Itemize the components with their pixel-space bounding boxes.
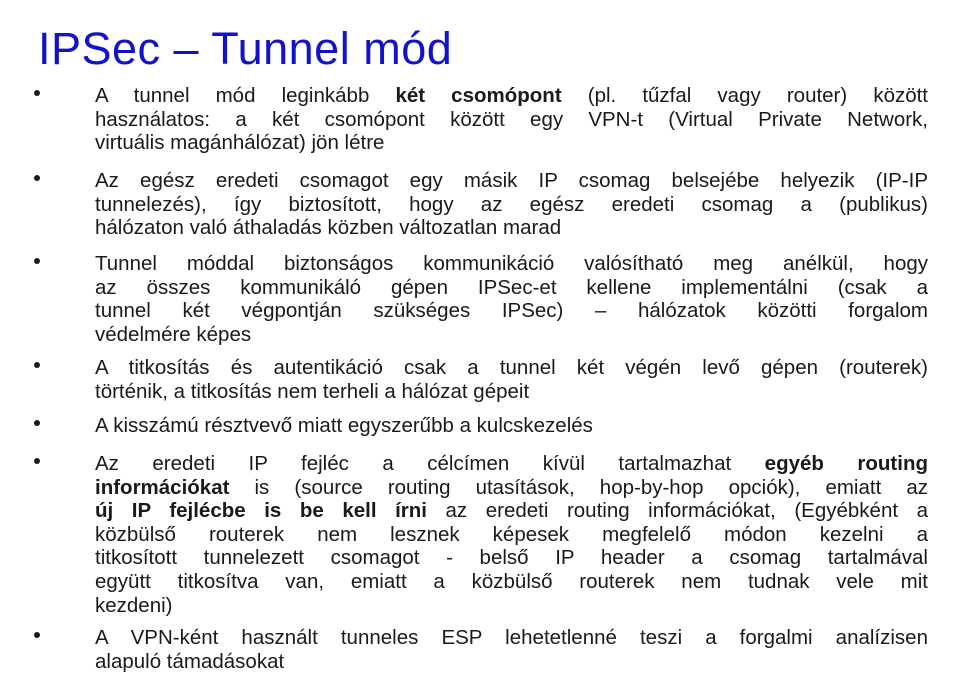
bullet-item	[24, 452, 928, 617]
text-run: Az eredeti IP fejléc a célcímen kívül tartalmazhat	[95, 452, 765, 475]
bullet-line	[95, 414, 928, 438]
text-run: közbülső routerek nem lesznek képesek megfelelő módon kezelni a	[95, 522, 928, 546]
bullet-item	[24, 84, 928, 155]
text-run: is (source routing utasítások, hop-by-hop opciók), emiatt az	[229, 475, 928, 499]
bullet-line	[95, 650, 928, 674]
text-run: Az egész eredeti csomagot egy másik IP csomag belsejébe helyezik (IP-IP	[95, 169, 928, 192]
bullet-item	[24, 626, 928, 673]
slide-title: IPSec – Tunnel mód	[38, 23, 453, 74]
bullet-dot-icon	[24, 169, 95, 240]
text-run: együtt titkosítva van, emiatt a közbülső routerek nem tudnak vele mit	[95, 569, 928, 593]
text-run: hálózaton való áthaladás közben változatlan marad	[95, 216, 562, 240]
bullet-line	[95, 452, 928, 476]
text-run: alapuló támadásokat	[95, 649, 285, 673]
bullet-line	[95, 108, 928, 132]
bullet-text	[95, 84, 928, 155]
bullet-line	[95, 476, 928, 500]
bold-text: információkat	[95, 475, 230, 499]
bullet-line	[95, 356, 928, 380]
text-run: az összes kommunikáló gépen IPSec-et kellene implementálni (csak a	[95, 275, 928, 299]
bullet-line	[95, 499, 928, 523]
text-run: történik, a titkosítás nem terheli a hálózat gépeit	[95, 379, 530, 403]
bullet-line	[95, 594, 928, 618]
text-run: titkosított tunnelezett csomagot - belső IP header a csomag tartalmával	[95, 546, 928, 570]
bullet-item	[24, 252, 928, 346]
text-run: tunnelezés), így biztosított, hogy az egész eredeti csomag a (publikus)	[95, 192, 928, 216]
text-run: A tunnel mód leginkább	[95, 84, 396, 107]
text-run: használatos: a két csomópont között egy VPN-t (Virtual Private Network,	[95, 107, 928, 131]
bullet-line	[95, 84, 928, 108]
bullet-line	[95, 323, 928, 347]
bullet-line	[95, 131, 928, 155]
bullet-line	[95, 216, 928, 240]
text-run: Tunnel móddal biztonságos kommunikáció valósítható meg anélkül, hogy	[95, 252, 928, 275]
text-run: virtuális magánhálózat) jön létre	[95, 131, 385, 155]
bullet-dot-icon	[24, 356, 95, 403]
bold-text: új IP fejlécbe is be kell írni	[95, 499, 427, 523]
bullet-item	[24, 356, 928, 403]
bullet-text	[95, 452, 928, 617]
bold-text: két csomópont	[395, 84, 562, 107]
bullet-text	[95, 626, 928, 673]
bold-text: egyéb routing	[764, 452, 928, 475]
bullet-text	[95, 169, 928, 240]
bullet-dot-icon	[24, 626, 95, 673]
bullet-line	[95, 299, 928, 323]
bullet-text	[95, 252, 928, 346]
bullet-item	[24, 169, 928, 240]
bullet-line	[95, 193, 928, 217]
bullet-dot-icon	[24, 452, 95, 617]
bullet-line	[95, 169, 928, 193]
bullet-line	[95, 523, 928, 547]
bullet-line	[95, 546, 928, 570]
text-run: A titkosítás és autentikáció csak a tunnel két végén levő gépen (routerek)	[95, 356, 928, 379]
bullet-line	[95, 380, 928, 404]
text-run: (pl. tűzfal vagy router) között	[561, 84, 929, 107]
text-run: az eredeti routing információkat, (Egyébként a	[426, 499, 928, 523]
bullet-text	[95, 414, 928, 438]
text-run: A kisszámú résztvevő miatt egyszerűbb a kulcskezelés	[95, 414, 593, 437]
bullet-line	[95, 626, 928, 650]
text-run: kezdeni)	[95, 593, 173, 617]
bullet-line	[95, 570, 928, 594]
text-run: A VPN-ként használt tunneles ESP lehetetlenné teszi a forgalmi analízisen	[95, 626, 928, 649]
text-run: védelmére képes	[95, 322, 252, 346]
bullet-item	[24, 414, 928, 438]
bullet-line	[95, 252, 928, 276]
bullet-dot-icon	[24, 252, 95, 346]
text-run: tunnel két végpontján szükséges IPSec) – hálózatok közötti forgalom	[95, 299, 928, 323]
bullet-dot-icon	[24, 414, 95, 438]
bullet-line	[95, 276, 928, 300]
bullet-dot-icon	[24, 84, 95, 155]
bullet-text	[95, 356, 928, 403]
